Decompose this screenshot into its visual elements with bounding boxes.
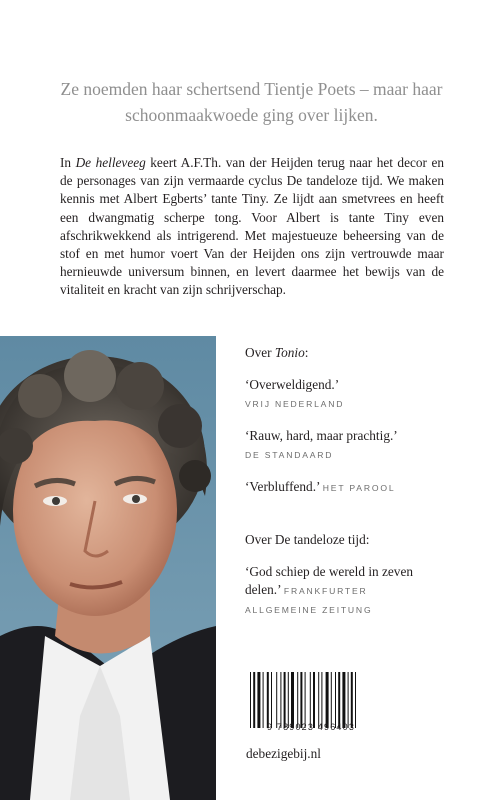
review-quotes — [245, 336, 475, 619]
quote-text-cont: delen.’ — [245, 582, 281, 597]
heading-title: Tonio — [274, 345, 305, 360]
blurb-paragraph — [60, 154, 444, 300]
quote-source: VRIJ NEDERLAND — [245, 399, 345, 409]
review-quote — [245, 563, 475, 619]
quote-text: ‘Overweldigend.’ — [245, 377, 340, 392]
quote-source: FRANKFURTER — [283, 586, 368, 596]
quote-text: ‘Rauw, hard, maar prachtig.’ — [245, 428, 398, 443]
blurb-text: keert A.F.Th. van der Heijden terug naar het decor en de personages van zijn vermaarde cyclus De tandeloze tijd. We maken kennis met Albert Egberts’ tante Tiny. Ze lijdt aan smetvrees en heeft een dwangmatig scherpe tong. Voor Albert is tante Tiny even afschrikwekkend als intrigerend. Met majestueuze beheersing van de stof en met humor voert Van der Heijden ons zijn vertrouwde maar hernieuwde universum binnen, en levert daarmee het bewijs van de vitaliteit en kracht van zijn schrijverschap. — [60, 155, 444, 298]
section-heading-tandeloze-tijd: Over De tandeloze tijd: — [245, 532, 370, 547]
review-quote — [245, 427, 475, 464]
quote-source: DE STANDAARD — [245, 450, 334, 460]
section-heading-tonio — [245, 344, 475, 362]
heading-suffix: : — [304, 345, 309, 360]
heading-prefix: Over — [245, 345, 275, 360]
quote-source: HET PAROOL — [322, 483, 396, 493]
tagline: Ze noemden haar schertsend Tientje Poets – maar haar schoonmaakwoede ging over lijken. — [60, 79, 443, 125]
blurb-prefix: In — [60, 155, 76, 170]
barcode-number: 9 789023 496403 — [266, 722, 356, 732]
review-quote — [245, 478, 475, 497]
quote-text: ‘Verbluffend.’ — [245, 479, 320, 494]
review-quote — [245, 376, 475, 413]
quote-source-cont: ALLGEMEINE ZEITUNG — [245, 605, 373, 615]
blurb — [60, 154, 444, 300]
quote-text: ‘God schiep de wereld in zeven — [245, 564, 413, 579]
book-title: De helleveeg — [75, 155, 146, 170]
publisher-website[interactable]: debezigebij.nl — [246, 746, 321, 761]
author-photo — [0, 336, 216, 800]
